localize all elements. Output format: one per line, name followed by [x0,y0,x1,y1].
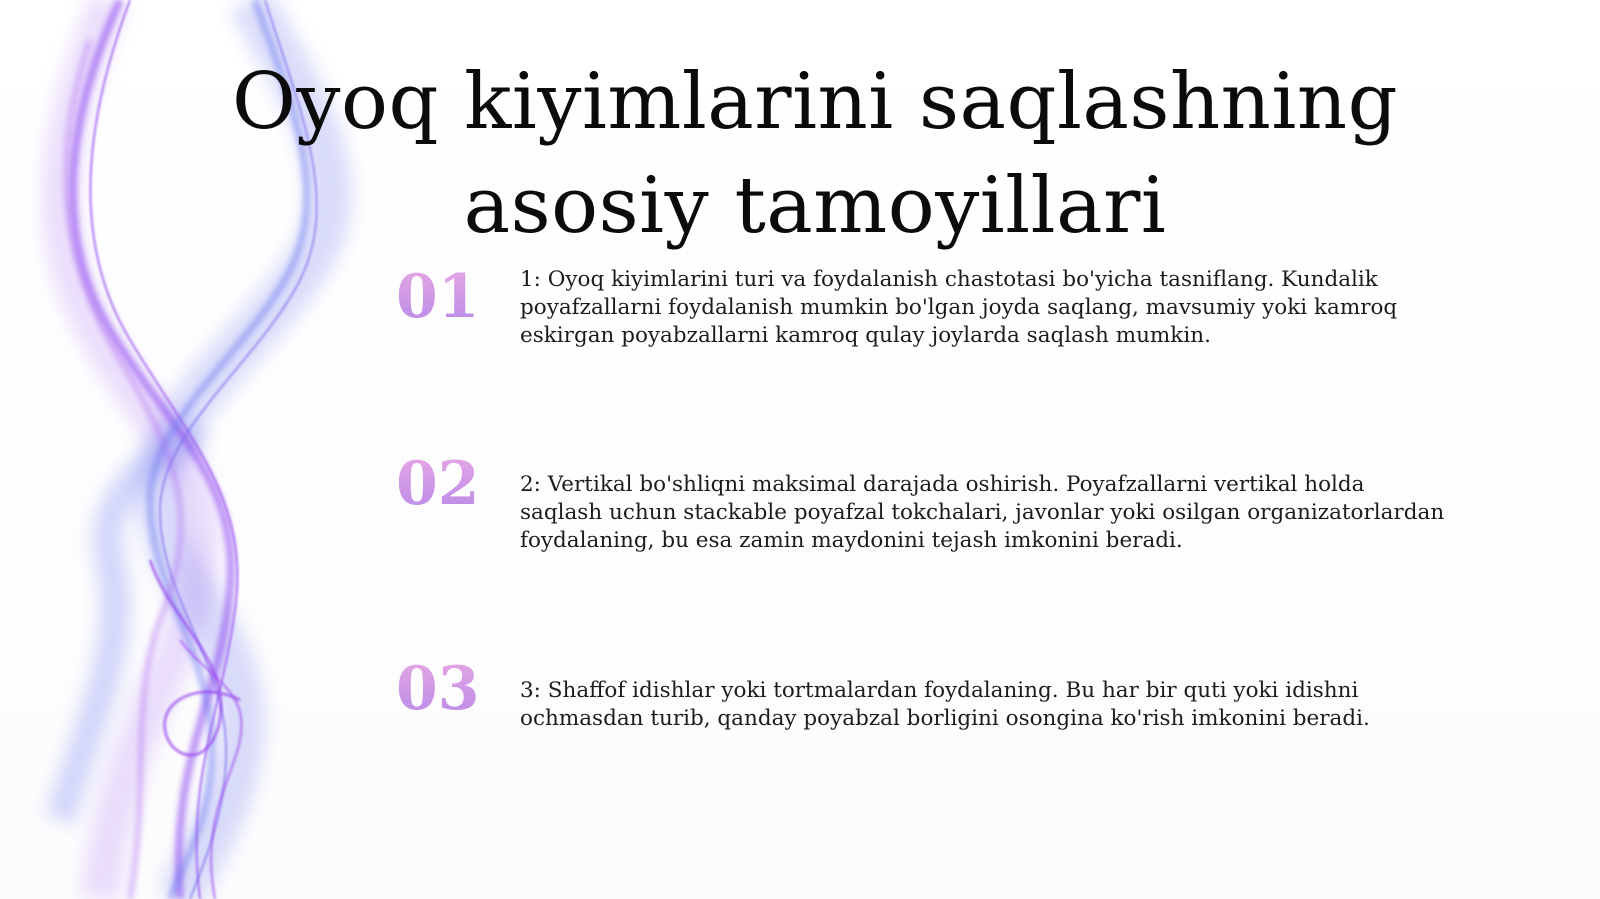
item-text-02: 2: Vertikal bo'shliqni maksimal darajada oshirish. Poyafzallarni vertikal holda saqlash uchun stackable poyafzal tokchalari, javonlar yoki osilgan organizatorlardan foydalaning, bu esa zamin maydonini tejash imkonini beradi. [520,472,1445,553]
item-number-03: 03 [396,656,496,722]
item-text-01: 1: Oyoq kiyimlarini turi va foydalanish chastotasi bo'yicha tasniflang. Kundalik poyafzallarni foydalanish mumkin bo'lgan joyda saqlang, mavsumiy yoki kamroq eskirgan poyabzallarni kamroq qulay joylarda saqlash mumkin. [520,267,1398,348]
item-number-01: 01 [396,264,496,330]
slide-title: Oyoq kiyimlarini saqlashning asosiy tamoyillari [231,57,1399,251]
item-text-03: 3: Shaffof idishlar yoki tortmalardan foydalaning. Bu har bir quti yoki idishni ochmasdan turib, qanday poyabzal borligini osongina ko'rish imkonini beradi. [520,678,1370,731]
item-number-02: 02 [396,451,496,517]
